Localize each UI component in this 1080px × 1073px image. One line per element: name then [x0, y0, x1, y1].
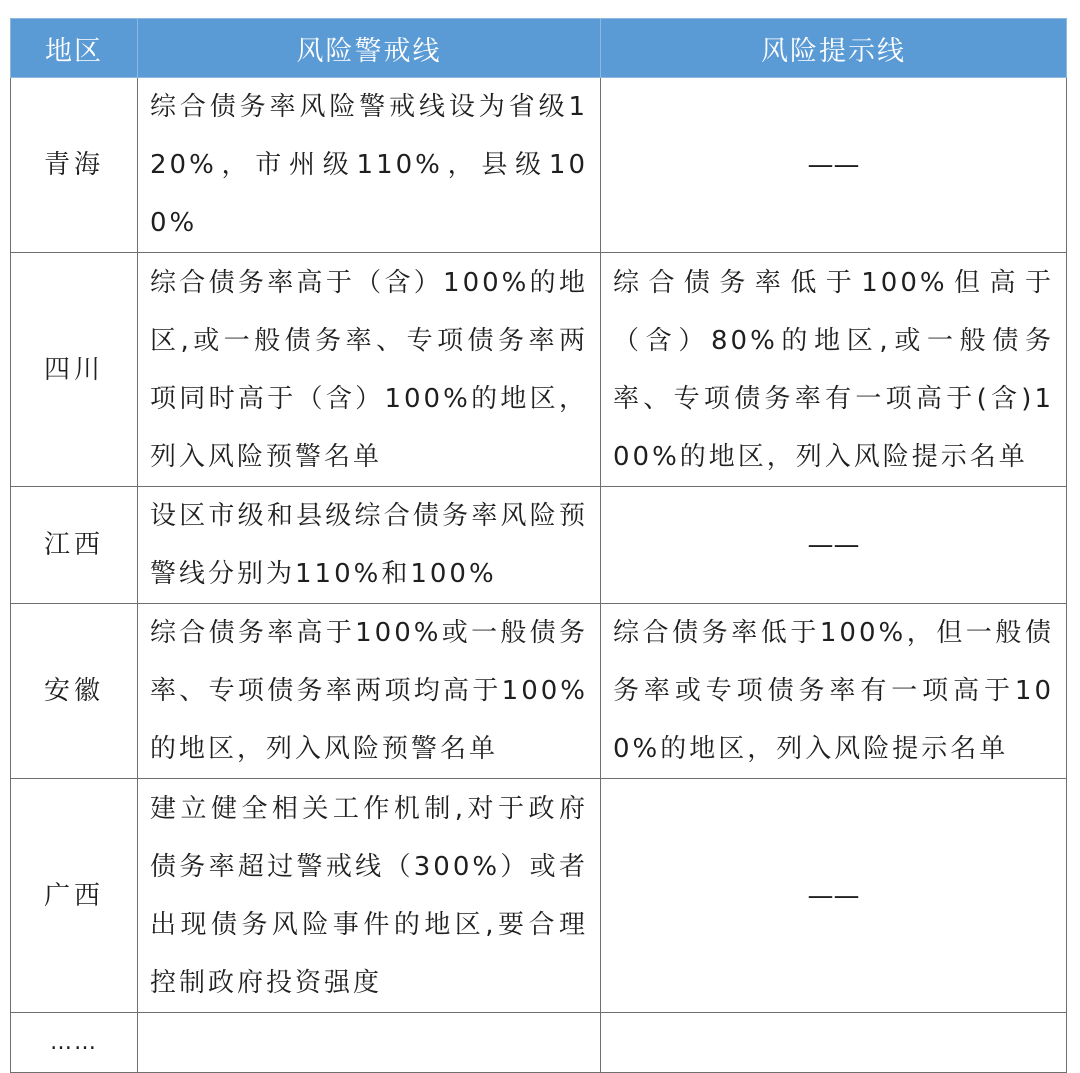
- hint-cell: ——: [601, 487, 1067, 604]
- table-row: [11, 604, 1067, 779]
- region-cell: 广西: [11, 779, 138, 1013]
- warning-cell: [138, 1013, 601, 1073]
- warning-cell: 设区市级和县级综合债务率风险预警线分别为110%和100%: [138, 487, 601, 604]
- table-row: [11, 779, 1067, 1013]
- table-row: [11, 1013, 1067, 1073]
- header-region: 地区: [11, 19, 138, 78]
- hint-cell: ——: [601, 78, 1067, 253]
- hint-cell: [601, 1013, 1067, 1073]
- warning-cell: 建立健全相关工作机制,对于政府债务率超过警戒线（300%）或者出现债务风险事件的地区,要合理控制政府投资强度: [138, 779, 601, 1013]
- table-header: [11, 19, 1067, 78]
- region-cell: 安徽: [11, 604, 138, 779]
- header-warning-line: 风险警戒线: [138, 19, 601, 78]
- region-cell: ……: [11, 1013, 138, 1073]
- warning-cell: 综合债务率高于（含）100%的地区,或一般债务率、专项债务率两项同时高于（含）100%的地区，列入风险预警名单: [138, 253, 601, 487]
- header-hint-line: 风险提示线: [601, 19, 1067, 78]
- region-cell: 青海: [11, 78, 138, 253]
- header-row: [11, 19, 1067, 78]
- table-body: [11, 78, 1067, 1073]
- table-row: [11, 253, 1067, 487]
- warning-cell: 综合债务率高于100%或一般债务率、专项债务率两项均高于100%的地区，列入风险预警名单: [138, 604, 601, 779]
- risk-threshold-table: [10, 18, 1067, 1073]
- region-cell: 江西: [11, 487, 138, 604]
- hint-cell: 综合债务率低于100%，但一般债务率或专项债务率有一项高于100%的地区，列入风险提示名单: [601, 604, 1067, 779]
- hint-cell: 综合债务率低于100%但高于（含）80%的地区,或一般债务率、专项债务率有一项高于(含)100%的地区，列入风险提示名单: [601, 253, 1067, 487]
- region-cell: 四川: [11, 253, 138, 487]
- hint-cell: ——: [601, 779, 1067, 1013]
- table-row: [11, 78, 1067, 253]
- table-row: [11, 487, 1067, 604]
- warning-cell: 综合债务率风险警戒线设为省级120%，市州级110%，县级100%: [138, 78, 601, 253]
